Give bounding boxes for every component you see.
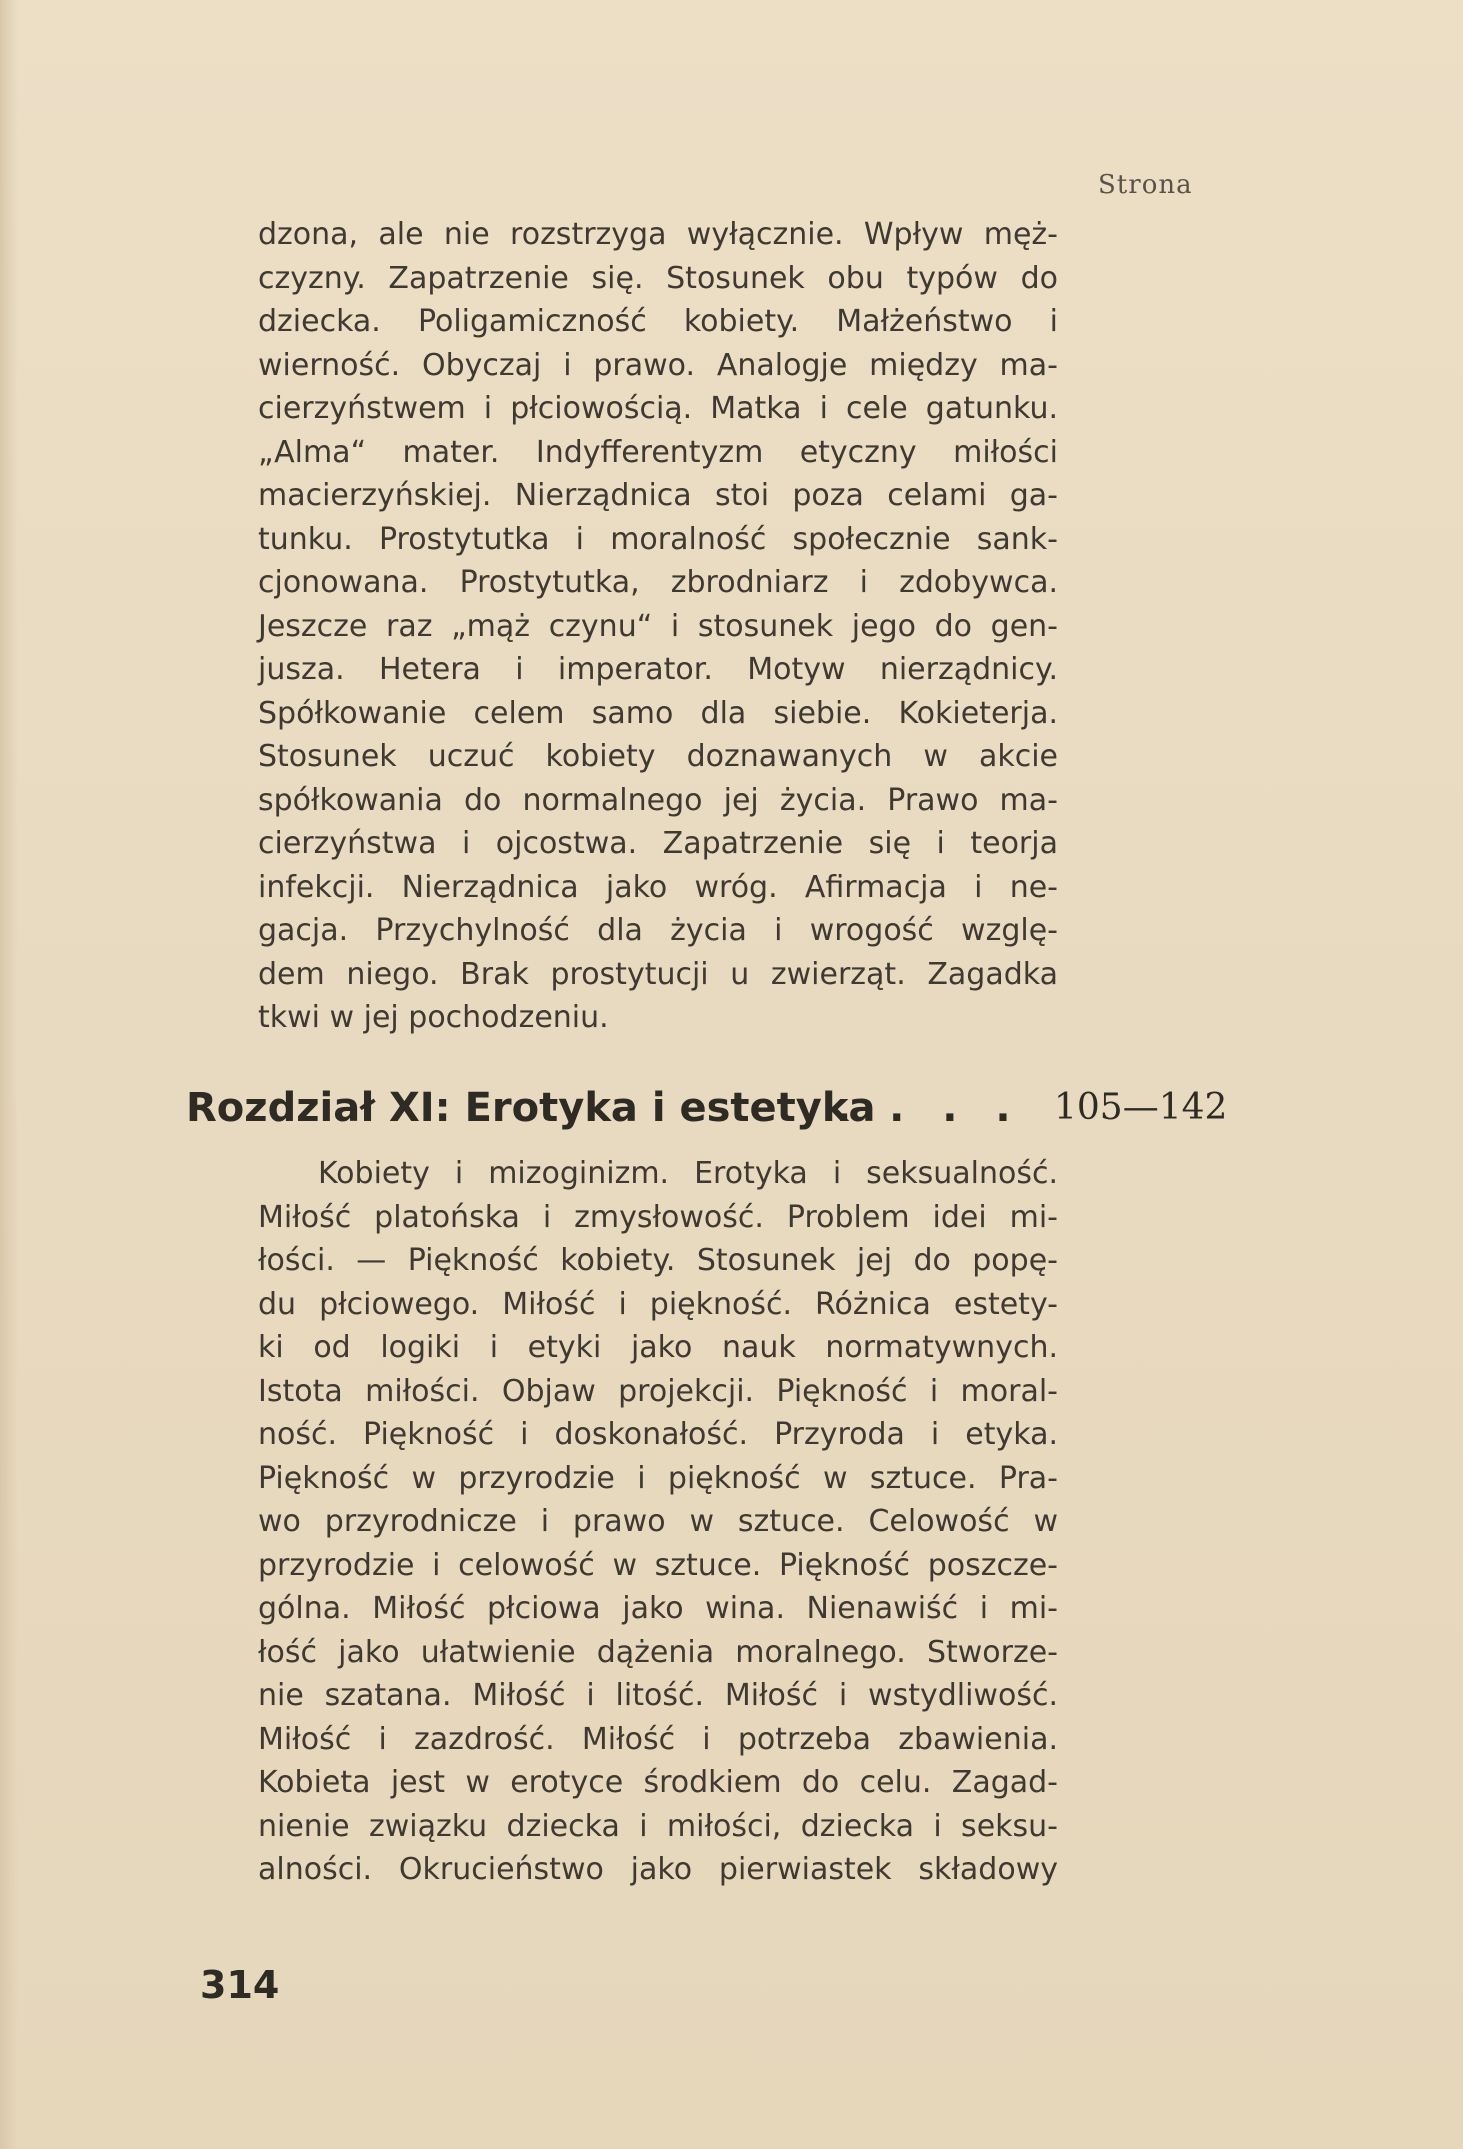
text-line: przyrodzie i celowość w sztuce. Piękność poszcze-: [258, 1547, 1058, 1583]
chapter-leader-dots: . . . .: [836, 1085, 1023, 1131]
chapter-title: Rozdział XI: Erotyka i estetyka: [186, 1085, 876, 1131]
text-line: ki od logiki i etyki jako nauk normatywnych.: [258, 1330, 1058, 1365]
chapter-heading: [186, 1085, 1226, 1145]
text-line: dem niego. Brak prostytucji u zwierząt. Zagadka: [258, 956, 1058, 992]
text-line: Istota miłości. Objaw projekcji. Piękność i moral-: [258, 1373, 1058, 1409]
text-line: infekcji. Nierządnica jako wróg. Afirmacja i ne-: [258, 869, 1058, 905]
page-edge-shadow: [0, 0, 18, 2149]
text-line: dzona, ale nie rozstrzyga wyłącznie. Wpływ męż-: [258, 217, 1058, 252]
text-line: cierzyństwa i ojcostwa. Zapatrzenie się i teorja: [258, 826, 1058, 861]
text-line: Spółkowanie celem samo dla siebie. Kokieterja.: [258, 695, 1058, 731]
chapter-summary: [258, 1152, 1058, 1892]
column-header-strona: Strona: [1098, 170, 1193, 200]
text-line: tkwi w jej pochodzeniu.: [258, 1000, 609, 1035]
text-line: łość jako ułatwienie dążenia moralnego. Stworze-: [258, 1634, 1058, 1670]
text-line: nienie związku dziecka i miłości, dziecka i seksu-: [258, 1808, 1058, 1844]
text-line: Miłość platońska i zmysłowość. Problem idei mi-: [258, 1199, 1058, 1235]
text-line: gólna. Miłość płciowa jako wina. Nienawiść i mi-: [258, 1591, 1058, 1626]
text-line: nie szatana. Miłość i litość. Miłość i wstydliwość.: [258, 1678, 1058, 1713]
text-line: jusza. Hetera i imperator. Motyw nierządnicy.: [258, 652, 1058, 687]
text-line: wo przyrodnicze i prawo w sztuce. Celowość w: [258, 1504, 1058, 1539]
text-line: wierność. Obyczaj i prawo. Analogje między ma-: [258, 347, 1058, 383]
text-line: Miłość i zazdrość. Miłość i potrzeba zbawienia.: [258, 1721, 1058, 1757]
text-line: łości. — Piękność kobiety. Stosunek jej do popę-: [258, 1243, 1058, 1278]
text-line: macierzyńskiej. Nierządnica stoi poza celami ga-: [258, 478, 1058, 513]
text-line: tunku. Prostytutka i moralność społecznie sank-: [258, 521, 1058, 557]
chapter-summary-continued: [258, 213, 1058, 1040]
text-line: du płciowego. Miłość i piękność. Różnica estety-: [258, 1286, 1058, 1322]
text-line: cierzyństwem i płciowością. Matka i cele gatunku.: [258, 391, 1058, 426]
text-line: spółkowania do normalnego jej życia. Prawo ma-: [258, 782, 1058, 818]
text-line: dziecka. Poligamiczność kobiety. Małżeństwo i: [258, 304, 1058, 339]
text-line: cjonowana. Prostytutka, zbrodniarz i zdobywca.: [258, 565, 1058, 600]
text-line: alności. Okrucieństwo jako pierwiastek składowy: [258, 1852, 1058, 1887]
text-line: Kobiety i mizoginizm. Erotyka i seksualność.: [318, 1156, 1058, 1191]
text-line: Jeszcze raz „mąż czynu“ i stosunek jego do gen-: [258, 608, 1058, 644]
text-line: Piękność w przyrodzie i piękność w sztuce. Pra-: [258, 1460, 1058, 1496]
text-line: Stosunek uczuć kobiety doznawanych w akcie: [258, 739, 1058, 774]
text-line: czyzny. Zapatrzenie się. Stosunek obu typów do: [258, 260, 1058, 296]
text-line: „Alma“ mater. Indyfferentyzm etyczny miłości: [258, 434, 1058, 470]
page-number: 314: [200, 1963, 280, 2007]
text-line: ność. Piękność i doskonałość. Przyroda i etyka.: [258, 1417, 1058, 1452]
chapter-page-range: 105—142: [1054, 1087, 1228, 1128]
text-line: gacja. Przychylność dla życia i wrogość wzglę-: [258, 913, 1058, 948]
text-line: Kobieta jest w erotyce środkiem do celu. Zagad-: [258, 1765, 1058, 1800]
